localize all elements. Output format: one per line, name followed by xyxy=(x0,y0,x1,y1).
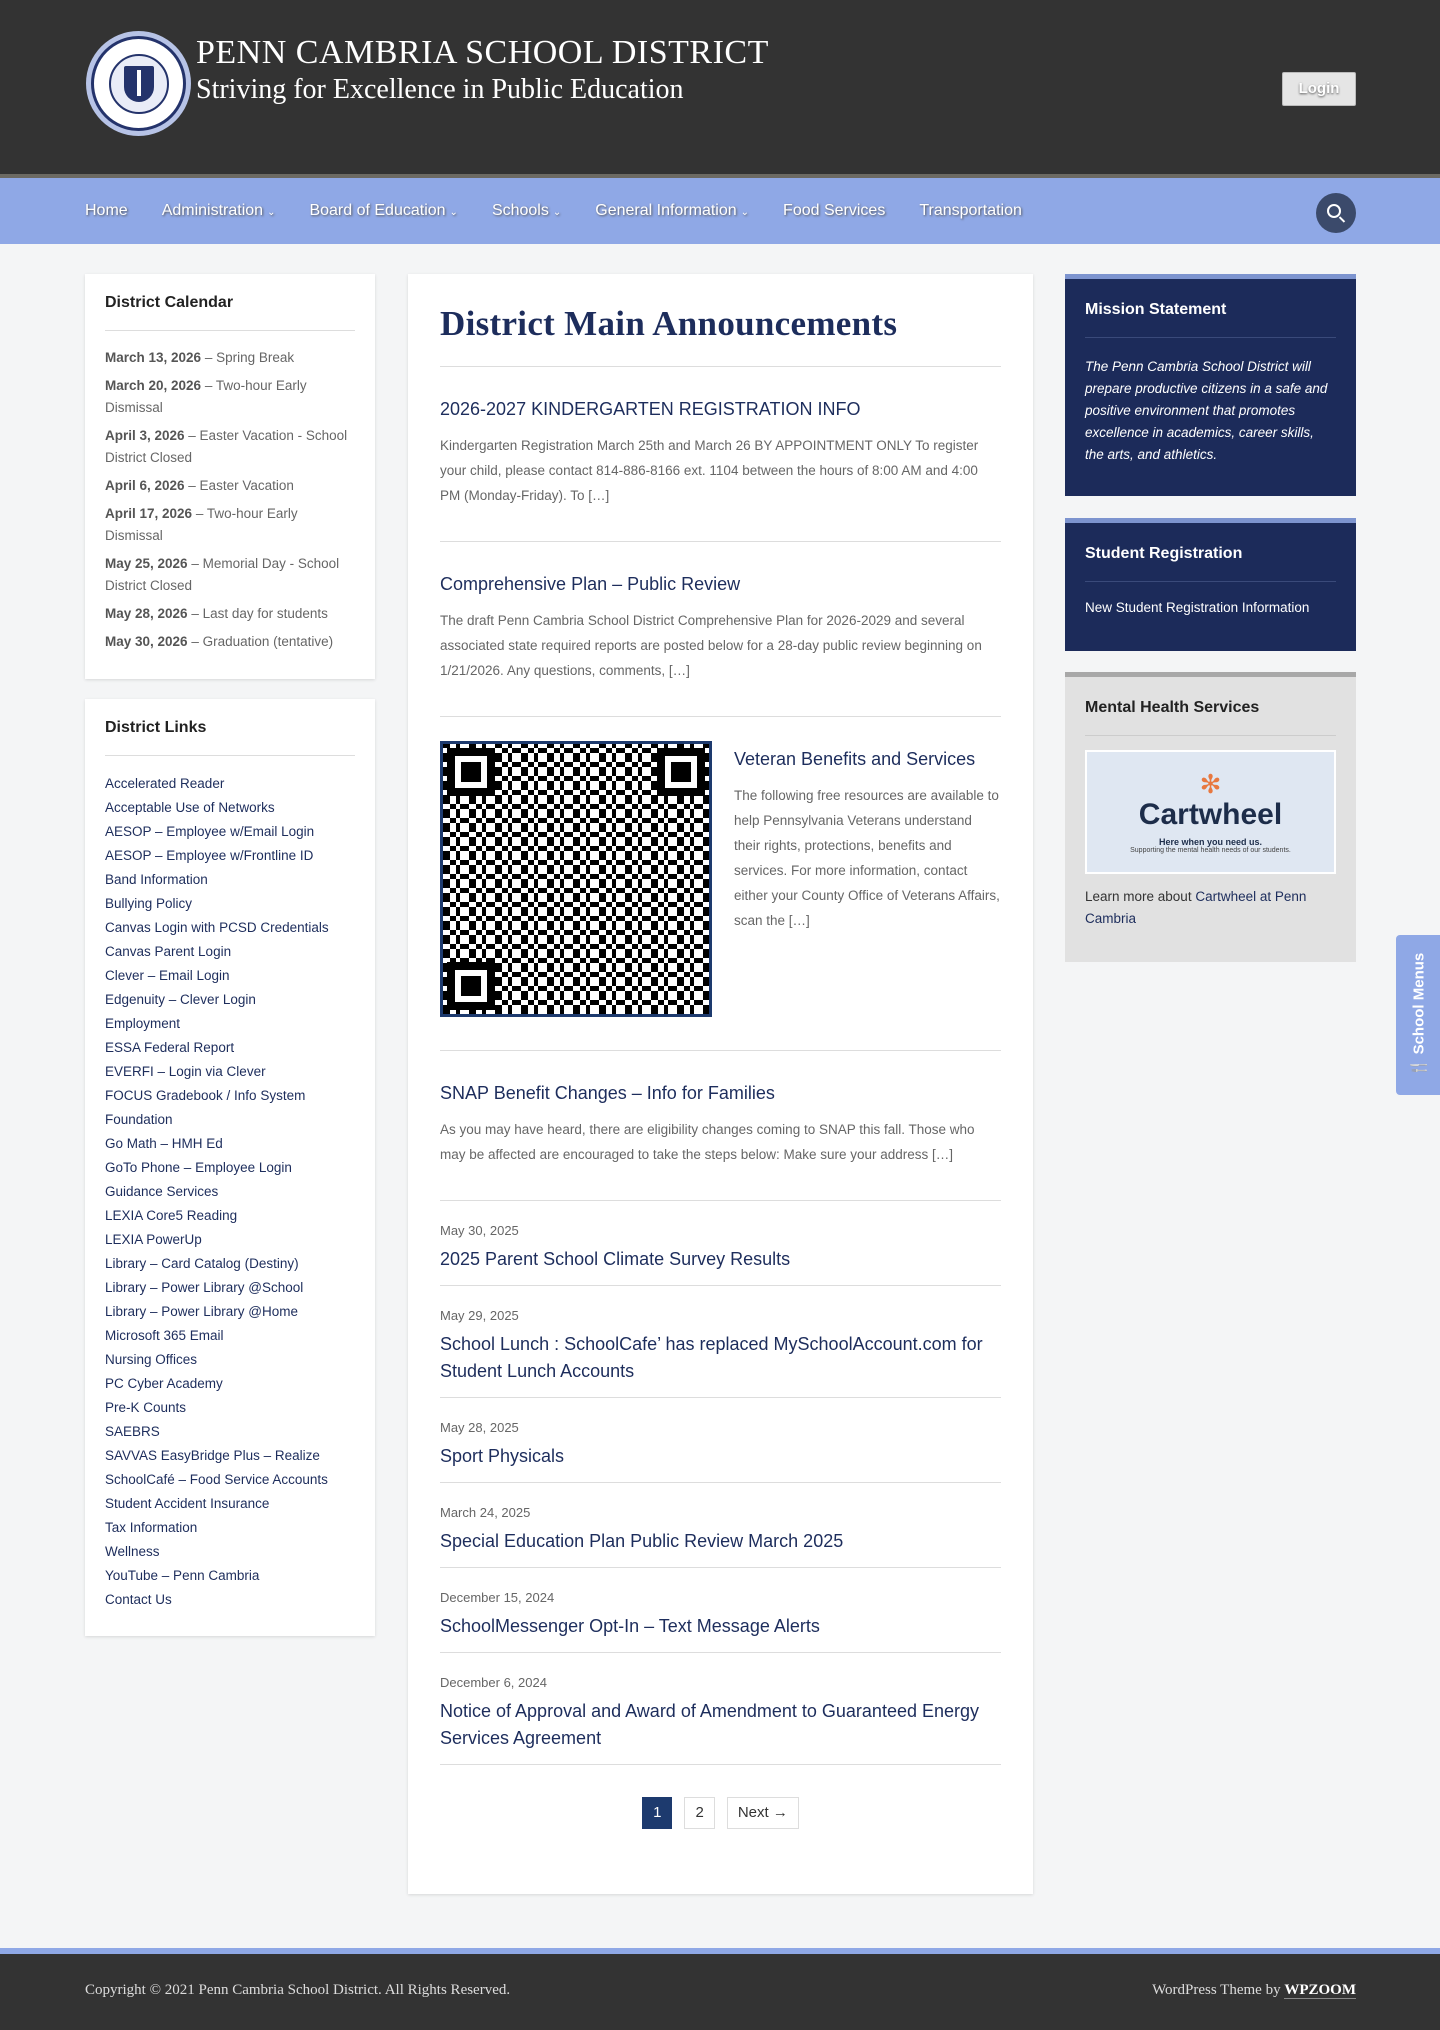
district-link[interactable]: LEXIA PowerUp xyxy=(105,1232,202,1247)
district-link[interactable]: YouTube – Penn Cambria xyxy=(105,1568,260,1583)
qr-finder xyxy=(447,962,495,1010)
district-link[interactable]: LEXIA Core5 Reading xyxy=(105,1208,238,1223)
district-link[interactable]: Library – Power Library @School xyxy=(105,1280,304,1295)
theme-credit xyxy=(1152,1982,1356,1999)
nav-menu xyxy=(85,178,1056,244)
district-link[interactable]: Foundation xyxy=(105,1112,173,1127)
event-text: – Graduation (tentative) xyxy=(187,634,334,649)
nav-item-label: Schools xyxy=(491,202,549,219)
post-title[interactable]: Notice of Approval and Award of Amendment to Guaranteed Energy Services Agreement xyxy=(440,1701,980,1748)
list-item xyxy=(440,1201,1001,1286)
post-row xyxy=(440,741,1001,1017)
district-link[interactable]: Bullying Policy xyxy=(105,896,193,911)
post-date: May 28, 2025 xyxy=(440,1420,519,1435)
site-title[interactable] xyxy=(196,34,769,108)
post-title[interactable]: 2025 Parent School Climate Survey Results xyxy=(440,1249,791,1269)
chevron-down-icon: ⌄ xyxy=(740,207,750,218)
registration-title: Student Registration xyxy=(1085,545,1336,582)
district-link[interactable]: Employment xyxy=(105,1016,181,1031)
chevron-down-icon: ⌄ xyxy=(449,207,458,218)
post-title[interactable]: School Lunch : SchoolCafe’ has replaced MySchoolAccount.com for Student Lunch Accounts xyxy=(440,1334,983,1381)
district-link[interactable]: Tax Information xyxy=(105,1520,198,1535)
district-link[interactable]: Student Accident Insurance xyxy=(105,1496,270,1511)
event-date: April 3, 2026 xyxy=(105,428,185,443)
qr-finder xyxy=(657,748,705,796)
district-link[interactable]: Band Information xyxy=(105,872,208,887)
nav-item-label: Home xyxy=(85,202,128,219)
district-link[interactable]: Clever – Email Login xyxy=(105,968,230,983)
event-date: May 28, 2026 xyxy=(105,606,188,621)
district-link[interactable]: Go Math – HMH Ed xyxy=(105,1136,223,1151)
event-date: May 25, 2026 xyxy=(105,556,188,571)
mission-text: The Penn Cambria School District will prepare productive citizens in a safe and positive environment that promotes excellence in academics, career skills, the arts, and athletics. xyxy=(1085,359,1328,462)
nav-item-transportation[interactable] xyxy=(919,202,1022,220)
district-link[interactable]: ESSA Federal Report xyxy=(105,1040,235,1055)
featured-post xyxy=(440,367,1001,542)
cartwheel-star-icon: ✻ xyxy=(1199,768,1222,799)
district-link[interactable]: Canvas Login with PCSD Credentials xyxy=(105,920,329,935)
district-link[interactable]: GoTo Phone – Employee Login xyxy=(105,1160,292,1175)
page-1-button[interactable]: 1 xyxy=(642,1797,672,1829)
cartwheel-logo: Cartwheel xyxy=(1138,797,1283,831)
district-link[interactable]: EVERFI – Login via Clever xyxy=(105,1064,266,1079)
page-2-button[interactable]: 2 xyxy=(684,1797,714,1829)
site-name: PENN CAMBRIA SCHOOL DISTRICT xyxy=(196,34,769,71)
calendar-event xyxy=(105,503,355,547)
school-menus-label xyxy=(1409,953,1427,1078)
calendar-event xyxy=(105,475,355,497)
district-link[interactable]: Nursing Offices xyxy=(105,1352,198,1367)
nav-item-label: Transportation xyxy=(919,202,1022,219)
nav-item-home[interactable] xyxy=(85,202,128,220)
shield-icon xyxy=(124,66,154,102)
district-link[interactable]: SchoolCafé – Food Service Accounts xyxy=(105,1472,328,1487)
main-content xyxy=(408,274,1033,1894)
post-date: March 24, 2025 xyxy=(440,1505,531,1520)
qr-finder xyxy=(447,748,495,796)
post-title[interactable]: Veteran Benefits and Services xyxy=(734,749,976,769)
district-link[interactable]: Accelerated Reader xyxy=(105,776,225,791)
main-nav xyxy=(0,178,1440,244)
list-item xyxy=(440,1483,1001,1568)
cartwheel-link[interactable]: Cartwheel at Penn Cambria xyxy=(1085,889,1307,926)
qr-code-image[interactable] xyxy=(440,741,712,1017)
mission-title: Mission Statement xyxy=(1085,301,1336,338)
featured-post xyxy=(440,717,1001,1051)
student-registration-widget xyxy=(1065,518,1356,651)
seal-ring xyxy=(91,36,186,131)
post-title[interactable]: SchoolMessenger Opt-In – Text Message Alerts xyxy=(440,1616,820,1636)
post-title[interactable]: Special Education Plan Public Review March 2025 xyxy=(440,1531,844,1551)
event-date: April 17, 2026 xyxy=(105,506,193,521)
district-link[interactable]: PC Cyber Academy xyxy=(105,1376,223,1391)
next-page-button[interactable]: Next → xyxy=(727,1797,799,1829)
event-text: – Memorial Day - School District Closed xyxy=(105,556,340,593)
featured-post xyxy=(440,542,1001,717)
post-excerpt: Kindergarten Registration March 25th and March 26 BY APPOINTMENT ONLY To register your child, please contact 814-886-8166 ext. 1104 between the hours of 8:00 AM and 4:00 PM (Monday-Friday). To […] xyxy=(440,438,979,503)
registration-link[interactable]: New Student Registration Information xyxy=(1085,600,1310,615)
nav-item-schools[interactable] xyxy=(492,202,561,220)
list-item xyxy=(440,1568,1001,1653)
nav-item-food-services[interactable] xyxy=(783,202,885,220)
event-text: – Last day for students xyxy=(187,606,328,621)
post-date: May 29, 2025 xyxy=(440,1308,519,1323)
district-link[interactable]: SAVVAS EasyBridge Plus – Realize xyxy=(105,1448,320,1463)
nav-item-label: Food Services xyxy=(783,202,886,219)
event-date: May 30, 2026 xyxy=(105,634,188,649)
district-link[interactable]: Microsoft 365 Email xyxy=(105,1328,224,1343)
nav-item-general-information[interactable] xyxy=(595,202,749,220)
search-button[interactable] xyxy=(1316,193,1356,233)
district-link[interactable]: Library – Power Library @Home xyxy=(105,1304,299,1319)
chevron-down-icon: ⌄ xyxy=(552,207,562,218)
calendar-event xyxy=(105,347,355,369)
calendar-title: District Calendar xyxy=(105,294,355,331)
links-list xyxy=(105,772,355,1612)
calendar-events xyxy=(105,347,355,653)
calendar-event xyxy=(105,425,355,469)
featured-post xyxy=(440,1051,1001,1201)
school-menus-tab[interactable] xyxy=(1396,935,1440,1095)
cartwheel-subtitle: Supporting the mental health needs of our students. xyxy=(1130,846,1291,854)
district-link[interactable]: AESOP – Employee w/Frontline ID xyxy=(105,848,314,863)
post-excerpt: The following free resources are available to help Pennsylvania Veterans understand their rights, protections, benefits and services. For more information, contact either your County Office of Veterans Affairs, scan the […] xyxy=(734,788,1000,928)
mission-statement-widget xyxy=(1065,274,1356,496)
post-title[interactable]: Comprehensive Plan – Public Review xyxy=(440,574,741,594)
site-header xyxy=(0,0,1440,178)
seal-inner xyxy=(109,54,169,114)
post-excerpt: The draft Penn Cambria School District Comprehensive Plan for 2026-2029 and several associated state required reports are posted below for a 28-day public review beginning on 1/21/2026. Any questions, comments, […] xyxy=(440,613,982,678)
district-calendar-widget xyxy=(85,274,375,679)
district-links-widget xyxy=(85,699,375,1636)
post-title[interactable]: 2026-2027 KINDERGARTEN REGISTRATION INFO xyxy=(440,399,861,419)
district-link[interactable]: Contact Us xyxy=(105,1592,172,1607)
nav-item-administration[interactable] xyxy=(162,202,276,220)
event-text: – Spring Break xyxy=(201,350,295,365)
list-item xyxy=(440,1398,1001,1483)
district-link[interactable]: Wellness xyxy=(105,1544,160,1559)
district-link[interactable]: Guidance Services xyxy=(105,1184,219,1199)
event-date: March 20, 2026 xyxy=(105,378,202,393)
login-button[interactable]: Login xyxy=(1282,72,1356,106)
list-item xyxy=(440,1653,1001,1765)
cartwheel-tagline: Here when you need us. xyxy=(1158,836,1263,847)
fork-knife-icon: 🍴 xyxy=(1410,1054,1428,1078)
post-title[interactable]: Sport Physicals xyxy=(440,1446,565,1466)
page-title: District Main Announcements xyxy=(440,304,1001,367)
list-item xyxy=(440,1286,1001,1398)
search-icon xyxy=(1327,204,1341,218)
event-text: – Two-hour Early Dismissal xyxy=(105,378,307,415)
content-area xyxy=(0,244,1440,1944)
nav-item-label: General Information xyxy=(595,202,737,219)
copyright: Copyright © 2021 Penn Cambria School District. All Rights Reserved. xyxy=(85,1982,511,1998)
post-date: May 30, 2025 xyxy=(440,1223,519,1238)
district-link[interactable]: Pre-K Counts xyxy=(105,1400,187,1415)
school-menus-text: School Menus xyxy=(1410,952,1428,1055)
post-body xyxy=(734,741,1001,1017)
district-link[interactable]: Canvas Parent Login xyxy=(105,944,232,959)
post-title[interactable]: SNAP Benefit Changes – Info for Families xyxy=(440,1083,775,1103)
mental-health-title: Mental Health Services xyxy=(1085,699,1336,736)
credit-prefix: WordPress Theme by xyxy=(1152,1982,1285,1998)
cartwheel-banner[interactable] xyxy=(1085,750,1336,874)
district-link[interactable]: Edgenuity – Clever Login xyxy=(105,992,256,1007)
district-link[interactable]: FOCUS Gradebook / Info System xyxy=(105,1088,306,1103)
district-link[interactable]: Library – Card Catalog (Destiny) xyxy=(105,1256,299,1271)
post-date: December 6, 2024 xyxy=(440,1675,547,1690)
event-date: March 13, 2026 xyxy=(105,350,202,365)
district-link[interactable]: Acceptable Use of Networks xyxy=(105,800,275,815)
calendar-event xyxy=(105,553,355,597)
district-seal-logo[interactable] xyxy=(86,31,191,136)
district-link[interactable]: SAEBRS xyxy=(105,1424,160,1439)
post-excerpt: As you may have heard, there are eligibility changes coming to SNAP this fall. Those who may be affected are encouraged to take the steps below: Make sure your address […] xyxy=(440,1122,975,1162)
nav-item-label: Administration xyxy=(161,202,264,219)
post-date: December 15, 2024 xyxy=(440,1590,555,1605)
event-text: – Two-hour Early Dismissal xyxy=(105,506,298,543)
site-footer xyxy=(0,1948,1440,2030)
wpzoom-link[interactable]: WPZOOM xyxy=(1284,1982,1356,1998)
mental-health-prefix: Learn more about xyxy=(1085,889,1196,904)
links-title: District Links xyxy=(105,719,355,756)
pagination xyxy=(440,1797,1001,1829)
recent-posts-list xyxy=(440,1201,1001,1765)
mental-health-text xyxy=(1085,886,1336,930)
event-text: – Easter Vacation xyxy=(184,478,294,493)
event-date: April 6, 2026 xyxy=(105,478,185,493)
site-tagline: Striving for Excellence in Public Education xyxy=(196,74,684,105)
nav-item-board-of-education[interactable] xyxy=(309,202,457,220)
mental-health-widget xyxy=(1065,672,1356,962)
calendar-event xyxy=(105,603,355,625)
nav-item-label: Board of Education xyxy=(309,202,446,219)
event-text: – Easter Vacation - School District Closed xyxy=(105,428,348,465)
calendar-event xyxy=(105,631,355,653)
district-link[interactable]: AESOP – Employee w/Email Login xyxy=(105,824,315,839)
chevron-down-icon: ⌄ xyxy=(267,207,276,218)
calendar-event xyxy=(105,375,355,419)
